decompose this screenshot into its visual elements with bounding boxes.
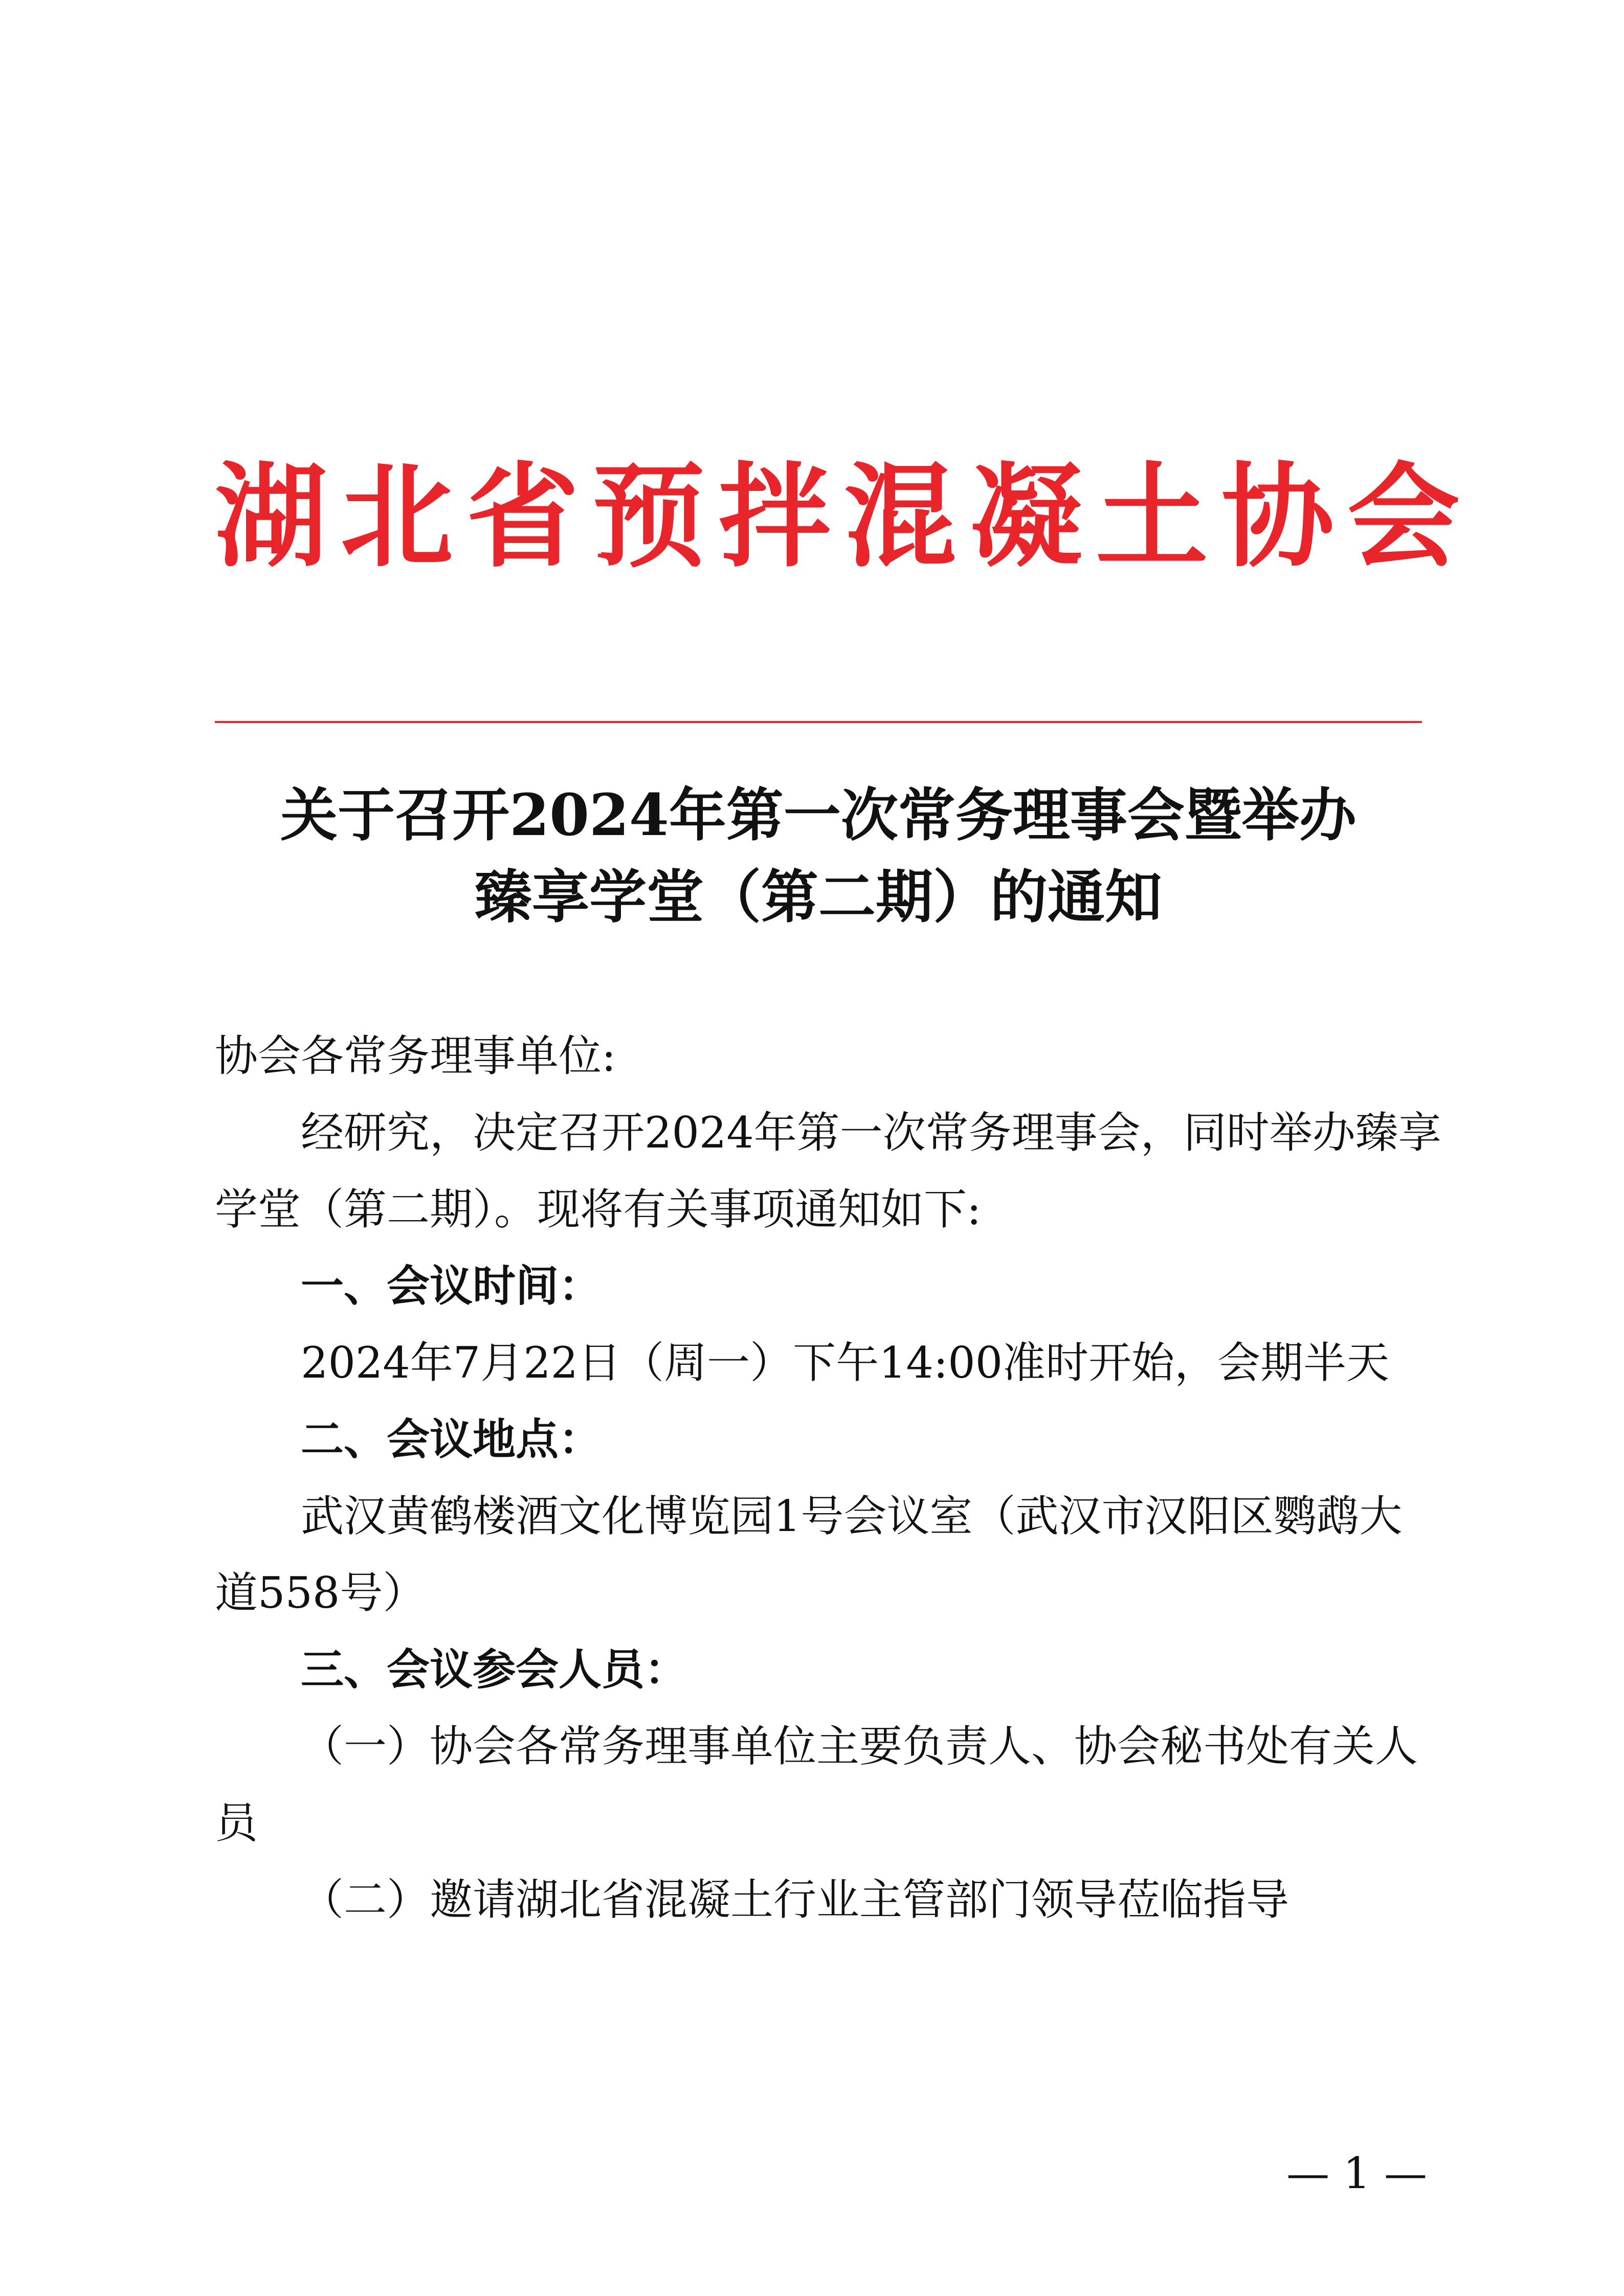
intro-line-2: 学堂（第二期）。现将有关事项通知如下: bbox=[215, 1184, 982, 1234]
page-number: — 1 — bbox=[1286, 2148, 1427, 2198]
section-1-heading: 一、会议时间： bbox=[301, 1261, 602, 1311]
section-2-text-line-1: 武汉黄鹤楼酒文化博览园1号会议室（武汉市汉阳区鹦鹉大 bbox=[301, 1491, 1403, 1541]
salutation: 协会各常务理事单位: bbox=[215, 1031, 616, 1081]
section-1-text: 2024年7月22日（周一）下午14:00准时开始，会期半天 bbox=[301, 1338, 1390, 1388]
section-3-item-2: （二）邀请湖北省混凝土行业主管部门领导莅临指导 bbox=[301, 1875, 1289, 1925]
header-divider bbox=[215, 721, 1422, 723]
section-3-heading: 三、会议参会人员： bbox=[301, 1645, 688, 1695]
section-3-item-1-line-2: 员 bbox=[215, 1798, 258, 1848]
section-3-item-1-line-1: （一）协会各常务理事单位主要负责人、协会秘书处有关人 bbox=[301, 1721, 1418, 1771]
document-title bbox=[215, 775, 1422, 938]
section-2-heading: 二、会议地点： bbox=[301, 1414, 602, 1465]
document-body bbox=[215, 1018, 1441, 1989]
intro-line-1: 经研究，决定召开2024年第一次常务理事会，同时举办臻享 bbox=[301, 1108, 1441, 1158]
organization-header: 湖北省预拌混凝土协会 bbox=[215, 450, 1474, 582]
title-line-1: 关于召开2024年第一次常务理事会暨举办 bbox=[280, 782, 1356, 849]
section-2-text-line-2: 道558号） bbox=[215, 1568, 426, 1618]
title-line-2: 臻享学堂（第二期）的通知 bbox=[475, 864, 1162, 931]
